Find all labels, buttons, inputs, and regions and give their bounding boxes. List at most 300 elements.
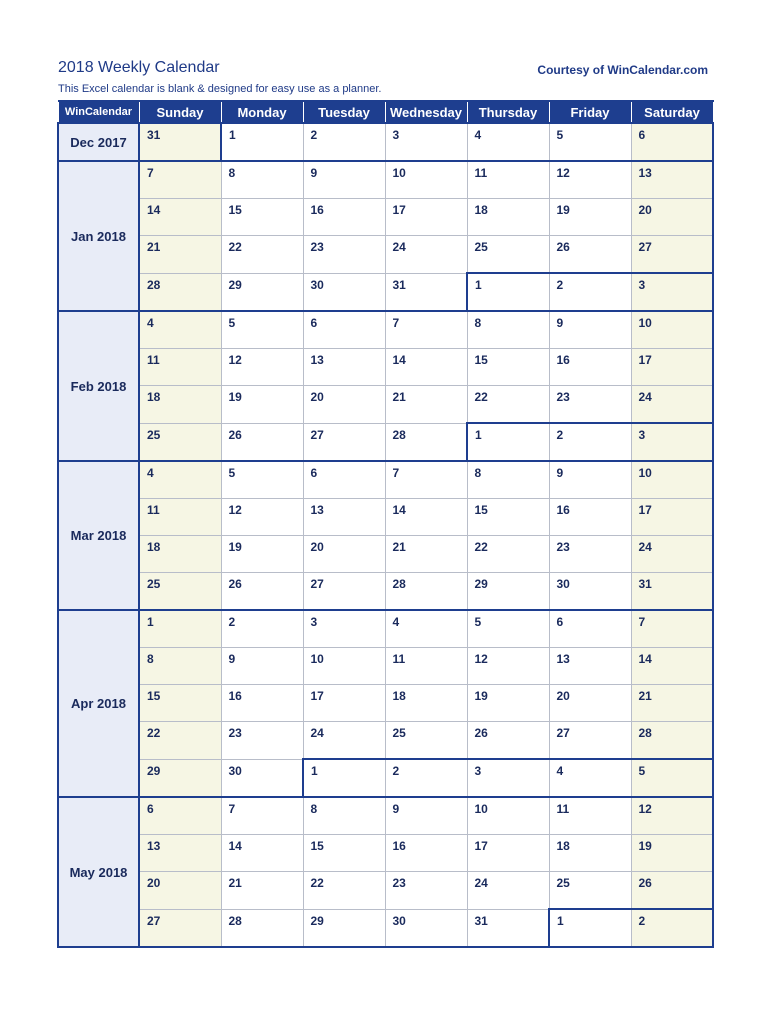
day-cell[interactable] <box>303 909 385 947</box>
day-number: 7 <box>638 615 646 629</box>
day-cell[interactable] <box>549 835 631 872</box>
day-number: 24 <box>310 726 324 740</box>
calendar-grid <box>57 100 714 948</box>
day-cell[interactable] <box>385 685 467 722</box>
day-number: 3 <box>638 428 646 442</box>
day-number: 25 <box>147 427 161 442</box>
day-cell[interactable] <box>303 161 385 199</box>
day-number: 23 <box>310 240 324 254</box>
day-cell[interactable] <box>303 386 385 424</box>
day-cell[interactable] <box>631 499 713 536</box>
day-cell[interactable] <box>467 499 549 536</box>
day-number: 26 <box>228 577 242 591</box>
day-number: 10 <box>474 802 488 816</box>
day-number: 5 <box>474 615 482 629</box>
day-number: 26 <box>556 240 570 254</box>
day-number: 28 <box>392 577 406 591</box>
day-cell[interactable] <box>631 909 713 947</box>
week-row <box>58 123 713 161</box>
day-number: 17 <box>310 689 324 703</box>
day-cell[interactable] <box>303 499 385 536</box>
week-row <box>58 573 713 611</box>
day-cell[interactable] <box>467 835 549 872</box>
day-number: 20 <box>147 876 161 890</box>
day-cell[interactable] <box>139 573 221 611</box>
day-number: 12 <box>474 652 488 666</box>
day-cell[interactable] <box>631 573 713 611</box>
day-cell[interactable] <box>467 349 549 386</box>
day-cell[interactable] <box>549 123 631 161</box>
day-number: 8 <box>474 316 482 330</box>
day-cell[interactable] <box>467 610 549 648</box>
day-number: 15 <box>147 689 161 703</box>
day-number: 17 <box>638 353 652 367</box>
day-cell[interactable] <box>549 161 631 199</box>
day-number: 27 <box>556 726 570 740</box>
day-cell[interactable] <box>385 199 467 236</box>
day-cell[interactable] <box>549 499 631 536</box>
day-number: 5 <box>228 316 236 330</box>
calendar-table <box>57 100 714 948</box>
day-number: 9 <box>310 166 318 180</box>
day-cell[interactable] <box>221 123 303 161</box>
day-number: 4 <box>147 316 154 330</box>
day-cell[interactable] <box>221 349 303 386</box>
day-number: 18 <box>474 203 488 217</box>
day-number: 1 <box>557 914 564 928</box>
day-number: 20 <box>556 689 570 703</box>
day-number: 3 <box>310 615 318 629</box>
day-cell[interactable] <box>139 236 221 274</box>
day-cell[interactable] <box>467 161 549 199</box>
day-cell[interactable] <box>385 161 467 199</box>
day-cell[interactable] <box>549 349 631 386</box>
day-cell[interactable] <box>631 423 713 461</box>
day-number: 21 <box>147 240 161 254</box>
day-number: 1 <box>311 764 318 778</box>
day-cell[interactable] <box>303 199 385 236</box>
day-cell[interactable] <box>549 199 631 236</box>
week-row <box>58 872 713 910</box>
day-cell[interactable] <box>631 273 713 311</box>
day-cell[interactable] <box>467 573 549 611</box>
month-label: Dec 2017 <box>58 123 139 161</box>
day-cell[interactable] <box>139 273 221 311</box>
day-cell[interactable] <box>303 685 385 722</box>
week-row <box>58 161 713 199</box>
day-number: 12 <box>228 353 242 367</box>
day-cell[interactable] <box>549 685 631 722</box>
day-cell[interactable] <box>631 872 713 910</box>
day-number: 12 <box>228 503 242 517</box>
day-number: 28 <box>147 277 161 292</box>
day-number: 20 <box>310 540 324 554</box>
day-cell[interactable] <box>549 461 631 499</box>
day-cell[interactable] <box>221 573 303 611</box>
day-number: 1 <box>475 428 482 442</box>
week-row <box>58 273 713 311</box>
day-cell[interactable] <box>385 499 467 536</box>
day-cell[interactable] <box>139 909 221 947</box>
day-number: 24 <box>474 876 488 890</box>
day-number: 6 <box>147 802 154 816</box>
day-number: 11 <box>474 166 488 180</box>
day-cell[interactable] <box>467 759 549 797</box>
day-number: 26 <box>474 726 488 740</box>
day-cell[interactable] <box>139 461 221 499</box>
day-cell[interactable] <box>221 423 303 461</box>
day-cell[interactable] <box>221 610 303 648</box>
week-row <box>58 648 713 685</box>
day-header-tuesday: Tuesday <box>303 101 385 123</box>
day-cell[interactable] <box>303 536 385 573</box>
day-cell[interactable] <box>549 648 631 685</box>
day-number: 23 <box>228 726 242 740</box>
day-cell[interactable] <box>467 423 549 461</box>
day-cell[interactable] <box>549 273 631 311</box>
day-cell[interactable] <box>631 161 713 199</box>
day-number: 30 <box>228 763 242 778</box>
day-cell[interactable] <box>549 311 631 349</box>
day-cell[interactable] <box>385 349 467 386</box>
day-cell[interactable] <box>549 610 631 648</box>
day-cell[interactable] <box>631 123 713 161</box>
day-cell[interactable] <box>139 835 221 872</box>
day-number: 18 <box>147 390 161 404</box>
day-cell[interactable] <box>221 199 303 236</box>
day-cell[interactable] <box>549 423 631 461</box>
day-number: 22 <box>474 390 488 404</box>
day-cell[interactable] <box>139 123 221 161</box>
day-number: 6 <box>310 316 318 330</box>
day-number: 28 <box>392 427 406 442</box>
day-cell[interactable] <box>303 273 385 311</box>
day-number: 29 <box>228 277 242 292</box>
day-cell[interactable] <box>139 386 221 424</box>
day-cell[interactable] <box>631 536 713 573</box>
day-number: 13 <box>310 503 324 517</box>
day-cell[interactable] <box>303 311 385 349</box>
day-number: 4 <box>392 615 400 629</box>
courtesy-link[interactable]: Courtesy of WinCalendar.com <box>537 63 708 77</box>
day-number: 7 <box>228 802 236 816</box>
day-cell[interactable] <box>303 236 385 274</box>
day-cell[interactable] <box>385 909 467 947</box>
week-row <box>58 236 713 274</box>
page-title: 2018 Weekly Calendar <box>58 59 220 76</box>
day-cell[interactable] <box>385 648 467 685</box>
day-cell[interactable] <box>467 311 549 349</box>
day-cell[interactable] <box>139 499 221 536</box>
day-number: 19 <box>638 839 652 853</box>
day-cell[interactable] <box>385 573 467 611</box>
day-cell[interactable] <box>631 759 713 797</box>
day-cell[interactable] <box>221 273 303 311</box>
day-number: 1 <box>475 278 482 292</box>
day-cell[interactable] <box>221 499 303 536</box>
day-cell[interactable] <box>631 648 713 685</box>
day-number: 7 <box>392 316 400 330</box>
day-cell[interactable] <box>631 722 713 760</box>
day-cell[interactable] <box>385 461 467 499</box>
day-number: 25 <box>147 577 161 591</box>
day-number: 13 <box>638 166 652 180</box>
day-number: 6 <box>556 615 564 629</box>
day-cell[interactable] <box>631 835 713 872</box>
day-number: 19 <box>228 540 242 554</box>
day-number: 5 <box>638 764 646 778</box>
day-cell[interactable] <box>385 872 467 910</box>
day-cell[interactable] <box>467 236 549 274</box>
day-cell[interactable] <box>303 835 385 872</box>
day-cell[interactable] <box>139 199 221 236</box>
day-cell[interactable] <box>139 685 221 722</box>
day-cell[interactable] <box>139 536 221 573</box>
day-cell[interactable] <box>139 797 221 835</box>
day-number: 1 <box>229 128 236 142</box>
day-cell[interactable] <box>221 311 303 349</box>
day-cell[interactable] <box>385 835 467 872</box>
day-cell[interactable] <box>303 123 385 161</box>
day-cell[interactable] <box>631 311 713 349</box>
day-cell[interactable] <box>631 236 713 274</box>
week-row <box>58 349 713 386</box>
day-cell[interactable] <box>385 610 467 648</box>
day-cell[interactable] <box>303 610 385 648</box>
day-cell[interactable] <box>467 872 549 910</box>
day-number: 3 <box>392 128 400 142</box>
day-number: 27 <box>147 913 161 928</box>
day-cell[interactable] <box>385 722 467 760</box>
day-cell[interactable] <box>467 685 549 722</box>
day-cell[interactable] <box>385 273 467 311</box>
day-cell[interactable] <box>303 648 385 685</box>
day-cell[interactable] <box>631 610 713 648</box>
calendar-body <box>58 123 713 947</box>
day-cell[interactable] <box>139 648 221 685</box>
day-cell[interactable] <box>467 199 549 236</box>
day-number: 2 <box>310 128 318 142</box>
day-cell[interactable] <box>467 722 549 760</box>
day-number: 14 <box>392 503 406 517</box>
day-cell[interactable] <box>385 797 467 835</box>
day-cell[interactable] <box>221 236 303 274</box>
day-cell[interactable] <box>467 273 549 311</box>
day-cell[interactable] <box>221 685 303 722</box>
day-cell[interactable] <box>549 386 631 424</box>
day-cell[interactable] <box>221 872 303 910</box>
day-cell[interactable] <box>385 423 467 461</box>
week-row <box>58 759 713 797</box>
day-number: 4 <box>147 466 154 480</box>
day-cell[interactable] <box>139 722 221 760</box>
day-cell[interactable] <box>631 199 713 236</box>
day-number: 10 <box>638 316 652 330</box>
day-number: 16 <box>556 353 570 367</box>
day-header-monday: Monday <box>221 101 303 123</box>
day-number: 15 <box>474 503 488 517</box>
day-cell[interactable] <box>385 123 467 161</box>
day-cell[interactable] <box>139 759 221 797</box>
day-number: 27 <box>310 427 324 442</box>
day-number: 23 <box>556 540 570 554</box>
day-number: 25 <box>474 240 488 254</box>
day-cell[interactable] <box>139 349 221 386</box>
day-cell[interactable] <box>549 759 631 797</box>
day-number: 30 <box>392 913 406 928</box>
day-cell[interactable] <box>549 797 631 835</box>
day-number: 13 <box>310 353 324 367</box>
day-number: 17 <box>392 203 406 217</box>
month-label: Apr 2018 <box>58 610 139 797</box>
day-number: 16 <box>310 203 324 217</box>
day-cell[interactable] <box>631 797 713 835</box>
day-number: 31 <box>474 913 488 928</box>
day-cell[interactable] <box>467 648 549 685</box>
page-subtitle: This Excel calendar is blank & designed for easy use as a planner. <box>58 83 382 95</box>
day-number: 7 <box>392 466 400 480</box>
day-cell[interactable] <box>221 722 303 760</box>
day-cell[interactable] <box>221 536 303 573</box>
day-cell[interactable] <box>221 909 303 947</box>
day-number: 14 <box>638 652 652 666</box>
day-cell[interactable] <box>303 349 385 386</box>
day-number: 9 <box>556 316 564 330</box>
day-cell[interactable] <box>631 685 713 722</box>
day-number: 23 <box>556 390 570 404</box>
day-cell[interactable] <box>631 349 713 386</box>
day-number: 15 <box>228 203 242 217</box>
day-number: 1 <box>147 615 154 629</box>
day-cell[interactable] <box>631 386 713 424</box>
day-cell[interactable] <box>303 573 385 611</box>
day-number: 11 <box>147 353 160 367</box>
day-number: 16 <box>228 689 242 703</box>
week-row <box>58 423 713 461</box>
day-cell[interactable] <box>467 386 549 424</box>
day-header-friday: Friday <box>549 101 631 123</box>
day-number: 10 <box>310 652 324 666</box>
day-cell[interactable] <box>303 759 385 797</box>
day-cell[interactable] <box>221 797 303 835</box>
week-row <box>58 461 713 499</box>
week-row <box>58 311 713 349</box>
day-cell[interactable] <box>221 161 303 199</box>
day-number: 17 <box>474 839 488 853</box>
day-cell[interactable] <box>631 461 713 499</box>
day-cell[interactable] <box>139 610 221 648</box>
day-number: 25 <box>556 876 570 890</box>
day-number: 14 <box>228 839 242 853</box>
day-number: 8 <box>310 802 318 816</box>
day-number: 11 <box>392 652 406 666</box>
day-number: 26 <box>638 876 652 890</box>
day-number: 30 <box>310 277 324 292</box>
day-number: 9 <box>556 466 564 480</box>
day-cell[interactable] <box>221 386 303 424</box>
day-cell[interactable] <box>467 536 549 573</box>
day-number: 6 <box>310 466 318 480</box>
day-cell[interactable] <box>549 573 631 611</box>
day-cell[interactable] <box>221 759 303 797</box>
day-number: 24 <box>638 540 652 554</box>
day-number: 29 <box>474 577 488 591</box>
day-number: 8 <box>147 652 154 666</box>
day-cell[interactable] <box>221 461 303 499</box>
day-cell[interactable] <box>385 536 467 573</box>
day-number: 7 <box>147 166 154 180</box>
day-cell[interactable] <box>139 311 221 349</box>
day-cell[interactable] <box>303 722 385 760</box>
day-number: 2 <box>556 278 564 292</box>
day-cell[interactable] <box>549 536 631 573</box>
day-number: 16 <box>556 503 570 517</box>
day-number: 5 <box>556 128 564 142</box>
day-cell[interactable] <box>139 872 221 910</box>
month-label: Feb 2018 <box>58 311 139 461</box>
week-row <box>58 610 713 648</box>
day-number: 29 <box>310 913 324 928</box>
day-cell[interactable] <box>303 423 385 461</box>
day-cell[interactable] <box>385 386 467 424</box>
day-number: 13 <box>147 839 161 853</box>
day-number: 2 <box>392 764 400 778</box>
day-number: 4 <box>474 128 482 142</box>
day-number: 31 <box>392 277 406 292</box>
day-number: 24 <box>392 240 406 254</box>
day-number: 20 <box>638 203 652 217</box>
day-number: 2 <box>228 615 236 629</box>
day-cell[interactable] <box>303 797 385 835</box>
day-number: 31 <box>638 577 652 591</box>
day-cell[interactable] <box>467 123 549 161</box>
day-cell[interactable] <box>549 722 631 760</box>
week-row <box>58 722 713 760</box>
day-number: 19 <box>228 390 242 404</box>
day-number: 21 <box>638 689 652 703</box>
day-cell[interactable] <box>549 872 631 910</box>
day-header-wednesday: Wednesday <box>385 101 467 123</box>
day-cell[interactable] <box>221 648 303 685</box>
day-cell[interactable] <box>303 461 385 499</box>
day-cell[interactable] <box>549 909 631 947</box>
week-row <box>58 909 713 947</box>
week-row <box>58 386 713 424</box>
day-number: 18 <box>392 689 406 703</box>
day-cell[interactable] <box>467 797 549 835</box>
day-number: 15 <box>310 839 324 853</box>
day-cell[interactable] <box>221 835 303 872</box>
day-number: 23 <box>392 876 406 890</box>
day-number: 18 <box>556 839 570 853</box>
week-row <box>58 536 713 573</box>
month-label: Jan 2018 <box>58 161 139 311</box>
day-cell[interactable] <box>467 909 549 947</box>
day-number: 29 <box>147 763 161 778</box>
month-label: May 2018 <box>58 797 139 947</box>
day-number: 19 <box>556 203 570 217</box>
day-cell[interactable] <box>385 236 467 274</box>
day-cell[interactable] <box>303 872 385 910</box>
day-cell[interactable] <box>385 311 467 349</box>
day-cell[interactable] <box>139 423 221 461</box>
day-cell[interactable] <box>139 161 221 199</box>
day-cell[interactable] <box>385 759 467 797</box>
day-cell[interactable] <box>467 461 549 499</box>
day-number: 12 <box>556 166 570 180</box>
day-number: 3 <box>638 278 646 292</box>
day-cell[interactable] <box>549 236 631 274</box>
